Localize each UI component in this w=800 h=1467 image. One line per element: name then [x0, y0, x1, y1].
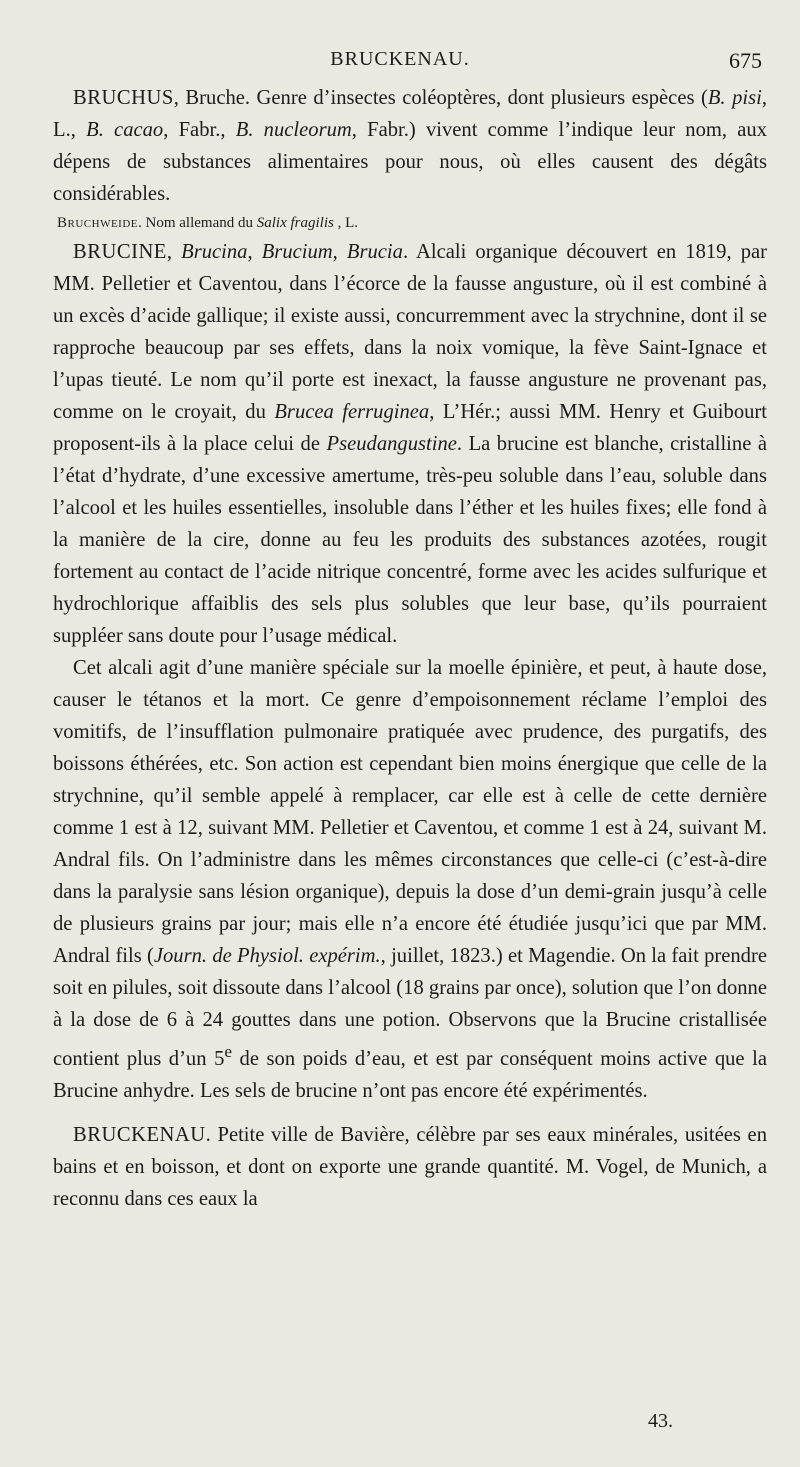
entry-text: . Petite ville de Bavière, célèbre par ses eaux minérales, usitées en bains et en boisson, et dont on exporte une grande quantité. M. Vogel, de Munich, a reconnu dans ces eaux la [53, 1123, 767, 1210]
entry-text: , L’Hér.; aussi MM. Henry et Guibourt proposent-ils à la place celui de [53, 401, 767, 455]
entry-text: , Bruche. Genre d’insectes coléoptères, dont plusieurs espèces ( [173, 87, 708, 109]
headword-bruchweide: Bruchweide [57, 215, 138, 231]
species-name: B. nucleorum [235, 119, 352, 141]
entry-text: , Fabr., [163, 119, 236, 141]
entry-text: , [247, 241, 262, 263]
species-name: B. pisi [707, 87, 762, 109]
entry-bruchus [53, 82, 767, 210]
species-name: B. cacao [86, 119, 164, 141]
page-body [53, 82, 767, 1215]
entry-bruchweide [53, 210, 767, 236]
entry-text: . La brucine est blanche, cristalline à l’état d’hydrate, d’une excessive amertume, très-peu soluble dans l’eau, soluble dans l’alcool et les huiles essentielles, insoluble dans l’éther et les huiles fixes; elle fond à la manière de la cire, donne au feu les produits des substances azotées, rougit fortement au contact de l’acide nitrique concentré, forme avec les acides sulfurique et hydrochlorique affaiblis des sels plus solubles que leur base, qu’ils pourraient suppléer sans doute pour l’usage médical. [53, 433, 767, 647]
species-name: Salix fragilis [256, 215, 334, 231]
entry-text: . Nom allemand du [138, 215, 257, 231]
signature-mark: 43. [648, 1410, 673, 1432]
entry-bruckenau [53, 1119, 767, 1215]
entry-text: , L., [53, 87, 767, 141]
species-name: Brucea ferruginea [274, 401, 430, 423]
latin-name: Brucia [346, 241, 403, 263]
page-number: 675 [729, 48, 762, 73]
entry-text: , L. [333, 215, 358, 231]
running-head: BRUCKENAU. [330, 48, 470, 70]
page-header [0, 44, 800, 78]
entry-text: , [166, 241, 182, 263]
entry-text: Cet alcali agit d’une manière spéciale sur la moelle épinière, et peut, à haute dose, causer le tétanos et la mort. Ce genre d’empoisonnement réclame l’emploi des vomitifs, de l’insufflation pulmonaire pratiquée avec prudence, des purgatifs, des boissons éthérées, etc. Son action est cependant bien moins énergique que celle de la strychnine, qu’il semble appelé à remplacer, car elle est à celle de cette dernière comme 1 est à 12, suivant MM. Pelletier et Caventou, et comme 1 est à 24, suivant M. Andral fils. On l’administre dans les mêmes circonstances que celle-ci (c’est-à-dire dans la paralysie sans lésion organique), depuis la dose d’un demi-grain jusqu’à celle de plusieurs grains par jour; mais elle n’a encore été étudiée jusqu’ici que par MM. Andral fils ( [53, 657, 767, 967]
entry-text: , Fabr.) vivent comme l’indique leur nom, aux dépens de substances alimentaires pour nous, où elles causent des dégâts considérables. [53, 119, 768, 205]
latin-name: Brucina [181, 241, 248, 263]
latin-name: Brucium [261, 241, 333, 263]
entry-brucine [53, 236, 767, 652]
entry-brucine-paragraph-2 [53, 652, 767, 1107]
entry-text: . Alcali organique découvert en 1819, par MM. Pelletier et Caventou, dans l’écorce de la fausse angusture, où il est combiné à un excès d’acide gallique; il existe aussi, concurremment avec la strychnine, dont il se rapproche beaucoup par ses effets, dans la noix vomique, la fève Saint-Ignace et l’upas tieuté. Le nom qu’il porte est inexact, la fausse angusture ne provenant pas, comme on le croyait, du [53, 241, 768, 423]
headword-brucine: BRUCINE [73, 241, 167, 263]
headword-bruckenau: BRUCKENAU [73, 1123, 206, 1146]
entry-text: , juillet, 1823.) et Magendie. On la fait prendre soit en pilules, soit dissoute dans l’alcool (18 grains par once), solution que l’on donne à la dose de 6 à 24 gouttes dans une potion. Observons que la Brucine cristallisée contient plus d’un 5 [53, 945, 767, 1070]
entry-text: de son poids d’eau, et est par conséquent moins active que la Brucine anhydre. Les sels de brucine n’ont pas encore été expérimentés. [53, 1047, 767, 1102]
ordinal-superscript: e [224, 1042, 232, 1061]
proposed-name: Pseudangustine [326, 433, 457, 455]
entry-text: , [332, 241, 347, 263]
journal-citation: Journ. de Physiol. expérim. [153, 945, 381, 967]
headword-bruchus: BRUCHUS [73, 87, 174, 109]
